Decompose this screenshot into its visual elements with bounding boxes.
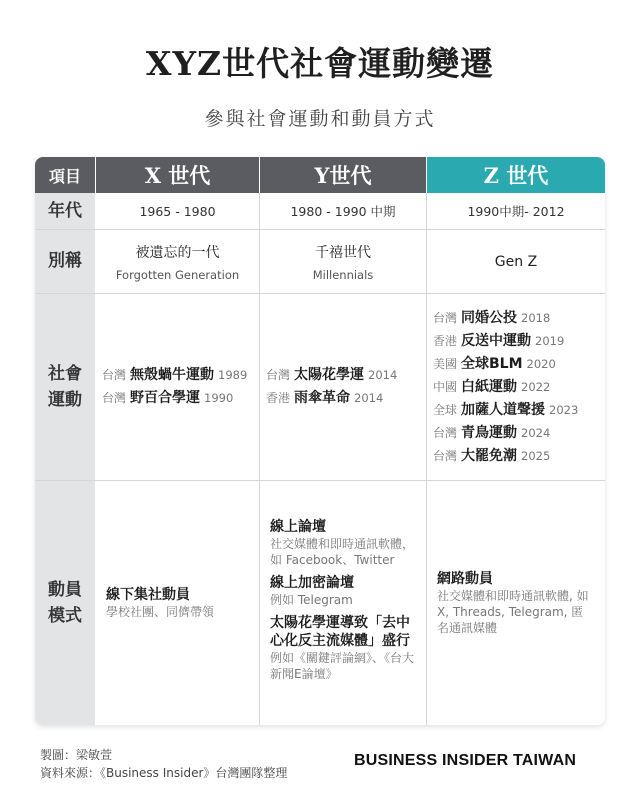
mode-heading: 線下集社動員 [106,587,190,603]
movement-item [266,364,426,387]
header-gen-y: Y世代 [260,157,426,193]
movement-location: 台灣 [102,391,127,405]
movement-location: 台灣 [433,310,458,325]
movement-item [433,330,605,353]
movement-name: 野百合學運 [130,390,201,406]
mode-heading: 線上加密論壇 [270,575,354,591]
movement-year: 2020 [526,356,556,371]
movements-gen-y [260,294,426,480]
movement-name: 全球BLM [461,355,523,372]
movement-location: 台灣 [102,368,127,382]
alias-gen-y-sub: Millennials [312,267,374,282]
movement-location: 全球 [433,402,458,417]
movement-name: 同婚公投 [461,309,518,326]
alias-gen-x-main: 被遺忘的一代 [135,244,220,261]
movement-location: 香港 [433,333,458,348]
header-gen-z: Z 世代 [427,157,605,193]
movement-location: 香港 [266,391,291,405]
mode-block [270,518,416,568]
movement-location: 中國 [433,379,458,394]
movement-name: 無殼蝸牛運動 [130,367,215,383]
mode-description: 社交媒體和即時通訊軟體, 如 X, Threads, Telegram, 匿名通訊媒體 [437,589,589,635]
movement-location: 台灣 [433,448,458,463]
mode-description: 例如 Telegram [270,593,353,607]
movement-name: 加薩人道聲援 [461,401,546,418]
mode-gen-x [96,481,259,725]
mode-heading: 線上論壇 [270,519,326,535]
alias-gen-z-main: Gen Z [494,253,538,270]
movement-year: 2025 [521,448,551,463]
credit-author: 製圖：梁敏萱 [40,748,113,762]
row-label-mode-line2: 模式 [48,606,82,626]
row-label-movements [35,294,95,480]
era-gen-z: 1990中期- 2012 [467,204,565,219]
alias-gen-x-sub: Forgotten Generation [115,267,240,282]
movement-name: 大罷免潮 [461,447,518,464]
movement-location: 台灣 [266,368,291,382]
mode-gen-z [427,481,605,725]
movement-item [433,422,605,445]
movement-item [433,307,605,330]
credit-source: 資料來源：《Business Insider》台灣團隊整理 [40,766,288,780]
movements-gen-x [96,294,259,480]
comparison-table [35,157,605,725]
movements-gen-z [427,294,605,480]
row-label-movements-line1: 社會 [48,363,82,384]
movement-item [433,376,605,399]
mode-block [270,574,416,608]
movement-name: 白紙運動 [461,378,518,395]
alias-gen-y [260,230,426,293]
movement-year: 1990 [204,391,234,405]
row-label-mode-line1: 動員 [48,579,82,600]
era-gen-x: 1965 - 1980 [139,203,216,219]
mode-description: 社交媒體和即時通訊軟體，如 Facebook、Twitter [270,537,415,567]
movement-year: 2018 [521,310,551,325]
movement-name: 雨傘革命 [294,390,351,406]
mode-description: 例如《關鍵評論網》、《台大新聞E論壇》 [270,651,415,681]
movement-item [433,353,605,376]
mode-block [270,614,416,682]
header-gen-x: X 世代 [96,157,259,193]
mode-heading: 網路動員 [437,571,493,587]
era-gen-y: 1980 - 1990 中期 [290,204,396,219]
movement-item [433,445,605,468]
brand-logo-text: BUSINESS INSIDER TAIWAN [354,752,577,769]
movement-item [102,387,259,410]
page-title: XYZ世代社會運動變遷 [145,44,495,83]
row-label-movements-line2: 運動 [48,390,82,410]
row-label-mode [35,481,95,725]
page-subtitle: 參與社會運動和動員方式 [204,108,436,130]
movement-year: 1989 [218,368,248,382]
movement-name: 反送中運動 [461,332,532,349]
movement-item [433,399,605,422]
movement-year: 2019 [535,333,565,348]
mode-gen-y [260,481,426,725]
row-label-alias: 別稱 [35,230,95,293]
alias-gen-x [96,230,259,293]
row-label-era: 年代 [35,193,95,229]
movement-location: 台灣 [433,425,458,440]
movement-item [266,387,426,410]
alias-gen-z [427,230,605,293]
movement-year: 2024 [521,425,551,440]
movement-year: 2014 [368,368,398,382]
mode-description: 學校社團、同儕帶領 [106,605,215,619]
header-item: 項目 [35,157,95,193]
movement-year: 2023 [549,402,579,417]
movement-name: 青鳥運動 [461,424,518,441]
movement-name: 太陽花學運 [294,367,365,383]
movement-location: 美國 [433,356,458,371]
movement-year: 2022 [521,379,551,394]
movement-item [102,364,259,387]
movement-year: 2014 [354,391,384,405]
alias-gen-y-main: 千禧世代 [315,244,371,261]
mode-heading: 太陽花學運導致「去中心化反主流媒體」盛行 [270,615,410,649]
